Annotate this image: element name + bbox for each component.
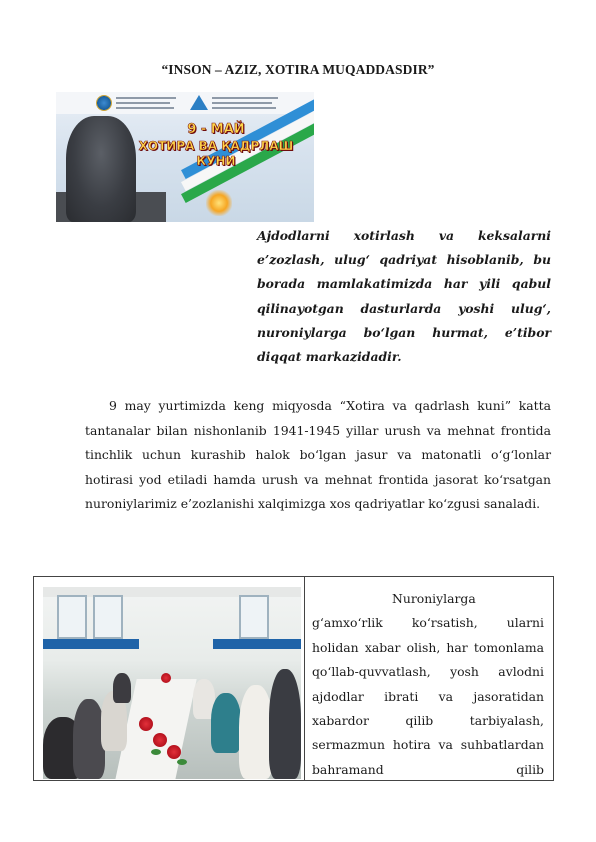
photo-flowers bbox=[139, 717, 153, 731]
photo-flowers bbox=[167, 745, 181, 759]
photo-window bbox=[57, 595, 87, 639]
memorial-day-banner-image bbox=[56, 92, 314, 222]
photo-guest bbox=[211, 693, 241, 753]
body-paragraph: 9 may yurtimizda keng miqyosda “Xotira va qadrlash kuni” katta tantanalar bilan nishonlanib 1941-1945 yillar urush va mehnat frontida tinchlik uchun kurashib halok bo‘lgan jasur va matonatli o‘g‘lonlar hotirasi yod etiladi hamda urush va mehnat frontida jasorat ko‘rsatgan nuroniylarimiz e’zozlanishi xalqimizga xos qadriyatlar ko‘zgusi sanaladi. bbox=[85, 398, 551, 512]
content-table bbox=[33, 576, 554, 781]
banner-header-strip bbox=[56, 92, 314, 114]
photo-guest bbox=[239, 685, 273, 779]
eternal-flame-icon bbox=[206, 190, 232, 216]
photo-window bbox=[239, 595, 269, 639]
photo-flowers bbox=[153, 733, 167, 747]
banner-header-text-line bbox=[116, 97, 176, 99]
banner-header-text-line bbox=[116, 102, 170, 104]
event-photo bbox=[43, 587, 301, 779]
banner-header-text-line bbox=[212, 107, 276, 109]
photo-guest bbox=[269, 669, 301, 779]
photo-guest bbox=[113, 673, 131, 703]
banner-header-text-line bbox=[212, 102, 272, 104]
state-emblem-icon bbox=[96, 95, 112, 111]
photo-wall-stripe bbox=[213, 639, 301, 649]
table-cell-text: Nuroniylarga g‘amxo‘rlik ko‘rsatish, ularni holidan xabar olish, har tomonlama qo‘llab-quvvatlash, yosh avlodni ajdodlar ibrati va jasoratidan xabardor qilib tarbiyalash, sermazmun hotira va suhbatlardan bahramand qilib bbox=[312, 591, 544, 777]
epigraph-quote: Ajdodlarni xotirlash va keksalarni e’zozlash, ulug‘ qadriyat hisoblanib, bu borada mamlakatimizda har yili qabul qilinayotgan dasturlarda yoshi ulug‘, nuroniylarga bo‘lgan hurmat, e’tibor diqqat markazidadir. bbox=[257, 228, 551, 365]
photo-flowers bbox=[161, 673, 171, 683]
banner-title-line: ХОТИРА ВА ҚАДРЛАШ bbox=[138, 139, 294, 153]
photo-flower-leaf bbox=[177, 759, 187, 765]
banner-title-line: КУНИ bbox=[196, 154, 236, 168]
table-column-divider bbox=[304, 577, 305, 780]
page-title: “INSON – AZIZ, XOTIRA MUQADDASDIR” bbox=[161, 62, 435, 77]
photo-flower-leaf bbox=[151, 749, 161, 755]
photo-wall-stripe bbox=[43, 639, 139, 649]
triangle-logo-icon bbox=[190, 95, 208, 110]
photo-window bbox=[93, 595, 123, 639]
banner-date-text: 9 - МАЙ bbox=[187, 122, 245, 137]
banner-header-text-line bbox=[116, 107, 174, 109]
banner-header-text-line bbox=[212, 97, 278, 99]
